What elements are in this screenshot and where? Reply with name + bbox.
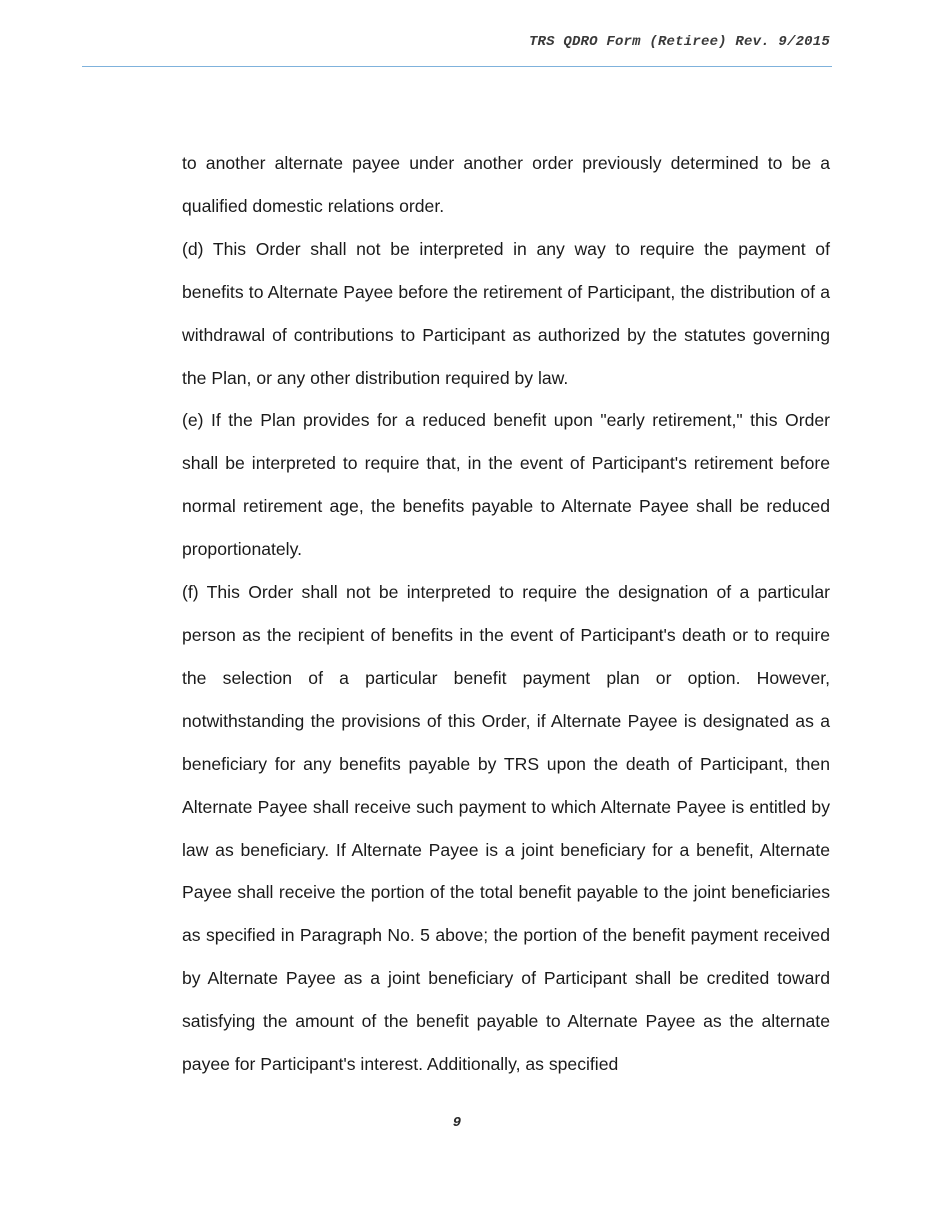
page-number: 9 xyxy=(452,1115,462,1131)
paragraph-d: (d) This Order shall not be interpreted in any way to require the payment of benefits to Alternate Payee before the retirement of Participant, the distribution of a withdrawal of contributions to Participant as authorized by the statutes governing the Plan, or any other distribution required by law. xyxy=(182,238,830,388)
page-header xyxy=(82,34,832,67)
document-body xyxy=(182,142,830,1086)
paragraph-f: (f) This Order shall not be interpreted to require the designation of a particular person as the recipient of benefits in the event of Participant's death or to require the selection of a particular benefit payment plan or option. However, notwithstanding the provisions of this Order, if Alternate Payee is designated as a beneficiary for any benefits payable by TRS upon the death of Participant, then Alternate Payee shall receive such payment to which Alternate Payee is entitled by law as beneficiary. If Alternate Payee is a joint beneficiary for a benefit, Alternate Payee shall receive the portion of the total benefit payable to the joint beneficiaries as specified in Paragraph No. 5 above; the portion of the benefit payment received by Alternate Payee as a joint beneficiary of Participant shall be credited toward satisfying the amount of the benefit payable to Alternate Payee as the alternate payee for Participant's interest. Additionally, as specified xyxy=(182,582,830,1075)
form-title: TRS QDRO Form (Retiree) Rev. 9/2015 xyxy=(528,34,830,50)
paragraph-e: (e) If the Plan provides for a reduced benefit upon "early retirement," this Order shall be interpreted to require that, in the event of Participant's retirement before normal retirement age, the benefits payable to Alternate Payee shall be reduced proportionately. xyxy=(182,410,830,560)
paragraph-continuation: to another alternate payee under another order previously determined to be a qualified domestic relations order. xyxy=(182,153,830,216)
